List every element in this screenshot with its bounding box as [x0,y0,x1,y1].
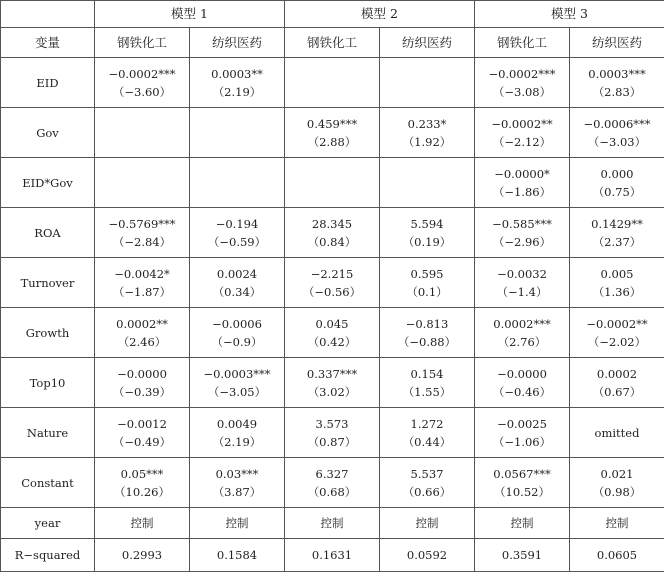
coefficient-value: omitted [594,425,640,440]
table-cell [285,58,380,108]
table-cell: 0.0605 [570,539,664,572]
coefficient-value: 3.573 [315,416,349,431]
row-label: Gov [1,108,95,158]
variable-column-label: 变量 [1,28,95,58]
table-cell [190,158,285,208]
table-cell [380,258,475,308]
coefficient-value: 0.459*** [306,116,358,131]
t-statistic: （−3.03） [587,134,647,149]
table-cell [190,308,285,358]
t-statistic: （10.26） [114,484,170,499]
table-cell [570,58,664,108]
table-row [1,258,664,308]
coefficient-value: −0.0012 [117,416,167,431]
row-label: year [1,508,95,539]
coefficient-value: −0.0042* [114,266,170,281]
table-cell [285,258,380,308]
table-row [1,408,664,458]
table-cell: 0.0592 [380,539,475,572]
table-row [1,58,664,108]
table-cell: 控制 [190,508,285,539]
row-label: Constant [1,458,95,508]
coefficient-value: 0.0002** [116,316,168,331]
coefficient-value: −0.194 [215,216,259,231]
table-cell: 0.1631 [285,539,380,572]
table-cell [475,208,570,258]
table-cell [475,258,570,308]
table-cell [475,358,570,408]
table-cell [380,158,475,208]
t-statistic: （−2.84） [112,234,172,249]
t-statistic: （−0.46） [492,384,552,399]
t-statistic: （0.67） [592,384,642,399]
table-cell [190,108,285,158]
r-squared-row [1,539,664,572]
table-cell [285,308,380,358]
table-cell: 0.3591 [475,539,570,572]
coefficient-value: −2.215 [310,266,354,281]
coefficient-value: 0.045 [315,316,349,331]
t-statistic: （−3.05） [207,384,267,399]
table-cell [95,58,190,108]
t-statistic: （1.92） [402,134,452,149]
coefficient-value: 0.0567*** [493,466,551,481]
coefficient-value: −0.0025 [497,416,547,431]
year-row [1,508,664,539]
t-statistic: （−0.59） [207,234,267,249]
table-cell [570,408,664,458]
coefficient-value: −0.0002** [491,116,553,131]
table-cell: 0.1584 [190,539,285,572]
coefficient-value: 0.021 [600,466,634,481]
t-statistic: （−2.96） [492,234,552,249]
t-statistic: （−2.02） [587,334,647,349]
t-statistic: （0.1） [406,284,448,299]
t-statistic: （−0.56） [302,284,362,299]
t-statistic: （2.76） [497,334,547,349]
coefficient-value: 28.345 [311,216,353,231]
table-cell [95,408,190,458]
table-cell: 控制 [570,508,664,539]
table-cell [190,358,285,408]
coefficient-value: 0.0049 [216,416,258,431]
t-statistic: （0.84） [307,234,357,249]
t-statistic: （−2.12） [492,134,552,149]
t-statistic: （−3.60） [112,84,172,99]
subcolumn-header-row [1,28,664,58]
coefficient-value: 5.594 [410,216,444,231]
t-statistic: （0.87） [307,434,357,449]
table-cell [190,458,285,508]
t-statistic: （−0.39） [112,384,172,399]
coefficient-value: −0.0006*** [583,116,651,131]
coefficient-value: −0.5769*** [108,216,176,231]
t-statistic: （0.68） [307,484,357,499]
coefficient-value: 5.537 [410,466,444,481]
coefficient-value: −0.0006 [212,316,262,331]
table-cell [570,258,664,308]
coefficient-value: −0.813 [405,316,449,331]
table-cell [570,208,664,258]
t-statistic: （−1.4） [496,284,548,299]
table-cell [475,458,570,508]
coefficient-value: −0.0000 [497,366,547,381]
t-statistic: （0.44） [402,434,452,449]
t-statistic: （3.87） [212,484,262,499]
table-cell [380,108,475,158]
coefficient-value: −0.0002*** [488,66,556,81]
coefficient-value: −0.0032 [497,266,547,281]
t-statistic: （−1.87） [112,284,172,299]
table-cell [380,358,475,408]
coefficient-value: 0.233* [407,116,447,131]
coefficient-value: −0.0000* [494,166,550,181]
t-statistic: （0.66） [402,484,452,499]
t-statistic: （0.98） [592,484,642,499]
table-cell [285,108,380,158]
t-statistic: （1.55） [402,384,452,399]
coefficient-value: 0.595 [410,266,444,281]
table-cell [570,158,664,208]
row-label: Top10 [1,358,95,408]
table-cell [475,158,570,208]
data-rows [1,58,664,508]
subcolumn-header: 钢铁化工 [475,28,570,58]
row-label: Nature [1,408,95,458]
coefficient-value: 0.154 [410,366,444,381]
coefficient-value: 0.000 [600,166,634,181]
row-label: Growth [1,308,95,358]
subcolumn-header: 钢铁化工 [95,28,190,58]
t-statistic: （2.46） [117,334,167,349]
table-cell [475,308,570,358]
table-row [1,208,664,258]
t-statistic: （1.36） [592,284,642,299]
table-row [1,458,664,508]
row-label: ROA [1,208,95,258]
t-statistic: （−0.88） [397,334,457,349]
coefficient-value: 0.005 [600,266,634,281]
t-statistic: （2.88） [307,134,357,149]
table-cell [380,208,475,258]
coefficient-value: 0.337*** [306,366,358,381]
row-label: EID [1,58,95,108]
coefficient-value: 6.327 [315,466,349,481]
t-statistic: （2.83） [592,84,642,99]
table-cell: 控制 [475,508,570,539]
t-statistic: （3.02） [307,384,357,399]
table-cell [285,458,380,508]
t-statistic: （2.19） [212,434,262,449]
t-statistic: （−0.9） [211,334,263,349]
table-cell [190,258,285,308]
coefficient-value: 0.03*** [215,466,259,481]
t-statistic: （−0.49） [112,434,172,449]
table-cell [190,58,285,108]
model-header: 模型 3 [475,1,664,28]
table-row [1,358,664,408]
table-cell [190,208,285,258]
table-cell [570,108,664,158]
table-cell: 控制 [95,508,190,539]
coefficient-value: −0.0002** [586,316,648,331]
t-statistic: （0.19） [402,234,452,249]
table-cell [380,58,475,108]
table-cell [95,108,190,158]
subcolumn-header: 纺织医药 [190,28,285,58]
table-cell [475,408,570,458]
coefficient-value: 0.0002 [596,366,638,381]
table-cell [190,408,285,458]
table-cell [380,308,475,358]
coefficient-value: 0.0003*** [588,66,646,81]
table-row [1,158,664,208]
row-label: R−squared [1,539,95,572]
coefficient-value: 1.272 [410,416,444,431]
coefficient-value: −0.0000 [117,366,167,381]
table-cell [285,358,380,408]
t-statistic: （0.75） [592,184,642,199]
table-cell: 0.2993 [95,539,190,572]
table-cell [95,308,190,358]
table-cell [570,458,664,508]
table-cell [285,208,380,258]
t-statistic: （0.42） [307,334,357,349]
coefficient-value: 0.1429** [591,216,643,231]
table-cell [475,108,570,158]
coefficient-value: 0.0024 [216,266,258,281]
table-row [1,308,664,358]
table-cell [380,458,475,508]
corner-cell [1,1,95,28]
subcolumn-header: 纺织医药 [570,28,664,58]
t-statistic: （−1.86） [492,184,552,199]
model-header: 模型 1 [95,1,285,28]
table-cell: 控制 [380,508,475,539]
table-cell: 控制 [285,508,380,539]
t-statistic: （−1.06） [492,434,552,449]
t-statistic: （10.52） [494,484,550,499]
subcolumn-header: 钢铁化工 [285,28,380,58]
model-header: 模型 2 [285,1,475,28]
table-cell [95,208,190,258]
table-cell [570,358,664,408]
subcolumn-header: 纺织医药 [380,28,475,58]
coefficient-value: 0.0003** [211,66,263,81]
table-cell [285,158,380,208]
t-statistic: （−3.08） [492,84,552,99]
coefficient-value: 0.05*** [120,466,164,481]
table-cell [95,458,190,508]
model-header-row [1,1,664,28]
t-statistic: （2.19） [212,84,262,99]
row-label: Turnover [1,258,95,308]
table-cell [285,408,380,458]
table-cell [95,158,190,208]
coefficient-value: −0.0002*** [108,66,176,81]
table-cell [570,308,664,358]
row-label: EID*Gov [1,158,95,208]
coefficient-value: 0.0002*** [493,316,551,331]
table-cell [380,408,475,458]
table-cell [95,258,190,308]
coefficient-value: −0.0003*** [203,366,271,381]
table-row [1,108,664,158]
t-statistic: （2.37） [592,234,642,249]
t-statistic: （0.34） [212,284,262,299]
table-cell [475,58,570,108]
table-cell [95,358,190,408]
coefficient-value: −0.585*** [492,216,552,231]
